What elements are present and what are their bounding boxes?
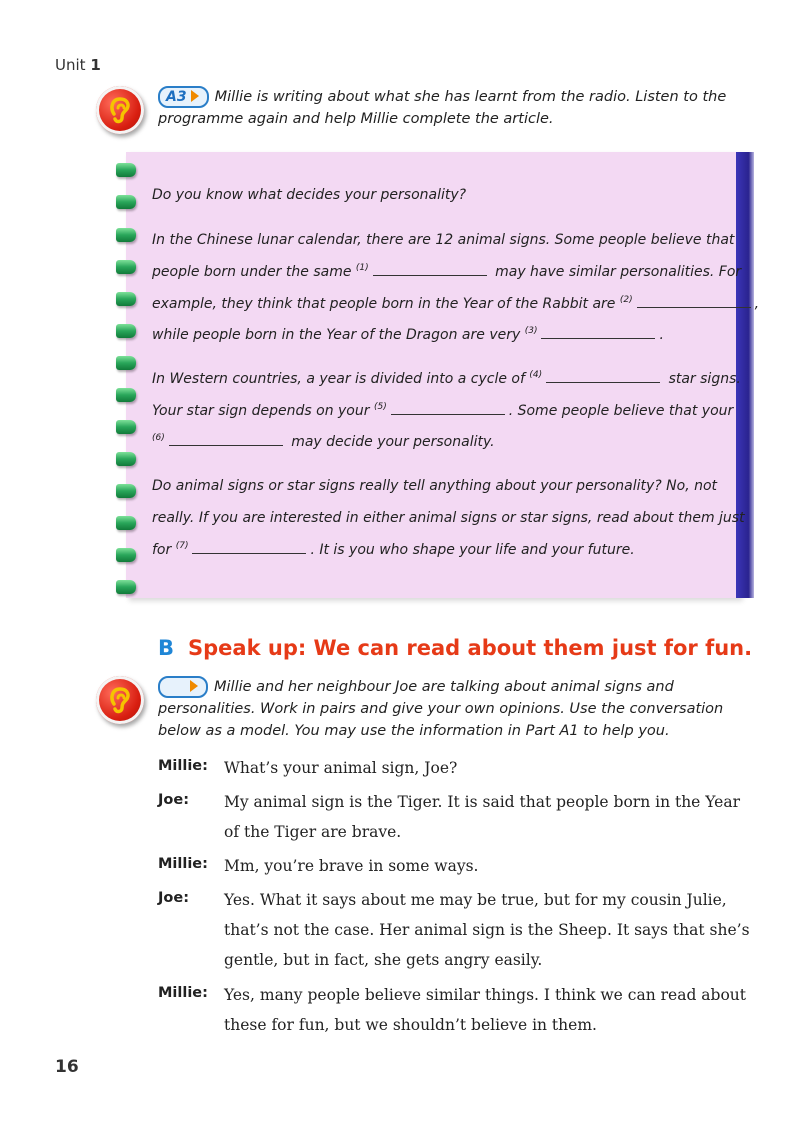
- dialogue-line: Mm, you’re brave in some ways.: [224, 857, 479, 875]
- section-letter: B: [158, 636, 175, 660]
- section-title: Speak up: We can read about them just for fun.: [188, 636, 753, 660]
- a3-instruction: Millie is writing about what she has learnt from the radio. Listen to the programme again and help Millie complete the article.: [158, 89, 727, 127]
- a3-badge[interactable]: A3: [158, 86, 209, 108]
- play-icon: [190, 680, 198, 692]
- article-line: $^{(6)}$ may decide your personality.: [152, 433, 495, 450]
- dialogue-speaker: Joe:: [158, 890, 189, 906]
- dialogue-line: Yes. What it says about me may be true, but for my cousin Julie,: [224, 891, 727, 909]
- article-line: Your star sign depends on your $^{(5)}$ . Some people believe that your: [152, 402, 734, 419]
- b-instruction: Millie and her neighbour Joe are talking about animal signs and personalities. Work in pairs and give your own opinions. Use the conversation below as a model. You may use the information in Part A1 to help you.: [158, 679, 724, 739]
- dialogue-speaker: Joe:: [158, 792, 189, 808]
- section-b-heading: [158, 636, 752, 660]
- b-instruction-block: [158, 676, 768, 742]
- dialogue-speaker: Millie:: [158, 985, 208, 1001]
- page-number: 16: [55, 1057, 79, 1077]
- spiral-ring-icon: [116, 484, 136, 498]
- spiral-ring-icon: [116, 324, 136, 338]
- dialogue-speaker: Millie:: [158, 758, 208, 774]
- unit-number: 1: [90, 56, 101, 74]
- unit-label: Unit 1: [55, 56, 101, 74]
- article-question: Do you know what decides your personality?: [152, 187, 467, 203]
- answer-blank-2[interactable]: [637, 295, 751, 308]
- article-line: Do animal signs or star signs really tell anything about your personality? No, not: [152, 478, 718, 494]
- spiral-ring-icon: [116, 388, 136, 402]
- article-line: In Western countries, a year is divided into a cycle of $^{(4)}$ star signs.: [152, 370, 741, 387]
- spiral-ring-icon: [116, 452, 136, 466]
- dialogue-line: What’s your animal sign, Joe?: [224, 759, 458, 777]
- article-line: for $^{(7)}$ . It is you who shape your life and your future.: [152, 541, 635, 558]
- spiral-ring-icon: [116, 580, 136, 594]
- spiral-ring-icon: [116, 228, 136, 242]
- article-line: while people born in the Year of the Dragon are very $^{(3)}$ .: [152, 326, 664, 343]
- spiral-ring-icon: [116, 420, 136, 434]
- spiral-ring-icon: [116, 163, 136, 177]
- spiral-ring-icon: [116, 292, 136, 306]
- spiral-ring-icon: [116, 356, 136, 370]
- article-line: In the Chinese lunar calendar, there are 12 animal signs. Some people believe that: [152, 232, 735, 248]
- b-audio-badge[interactable]: [158, 676, 208, 698]
- answer-blank-5[interactable]: [391, 402, 505, 415]
- answer-blank-6[interactable]: [169, 433, 283, 446]
- answer-blank-3[interactable]: [541, 326, 655, 339]
- a3-instruction-block: [158, 86, 748, 130]
- speaking-icon: [96, 676, 144, 724]
- dialogue-line: Yes, many people believe similar things. I think we can read about: [224, 986, 746, 1004]
- dialogue-line: these for fun, but we shouldn’t believe in them.: [224, 1016, 597, 1034]
- listening-icon: [96, 86, 144, 134]
- article-line: people born under the same $^{(1)}$ may have similar personalities. For: [152, 263, 742, 280]
- article-line: really. If you are interested in either animal signs or star signs, read about them just: [152, 510, 745, 526]
- spiral-ring-icon: [116, 516, 136, 530]
- answer-blank-4[interactable]: [546, 370, 660, 383]
- play-icon: [191, 90, 199, 102]
- dialogue-line: My animal sign is the Tiger. It is said that people born in the Year: [224, 793, 740, 811]
- dialogue-line: gentle, but in fact, she gets angry easily.: [224, 951, 543, 969]
- answer-blank-1[interactable]: [373, 263, 487, 276]
- dialogue-line: that’s not the case. Her animal sign is the Sheep. It says that she’s: [224, 921, 750, 939]
- article-line: example, they think that people born in the Year of the Rabbit are $^{(2)}$ ,: [152, 295, 760, 312]
- spiral-ring-icon: [116, 195, 136, 209]
- dialogue-speaker: Millie:: [158, 856, 208, 872]
- spiral-ring-icon: [116, 260, 136, 274]
- spiral-ring-icon: [116, 548, 136, 562]
- dialogue-line: of the Tiger are brave.: [224, 823, 402, 841]
- answer-blank-7[interactable]: [192, 541, 306, 554]
